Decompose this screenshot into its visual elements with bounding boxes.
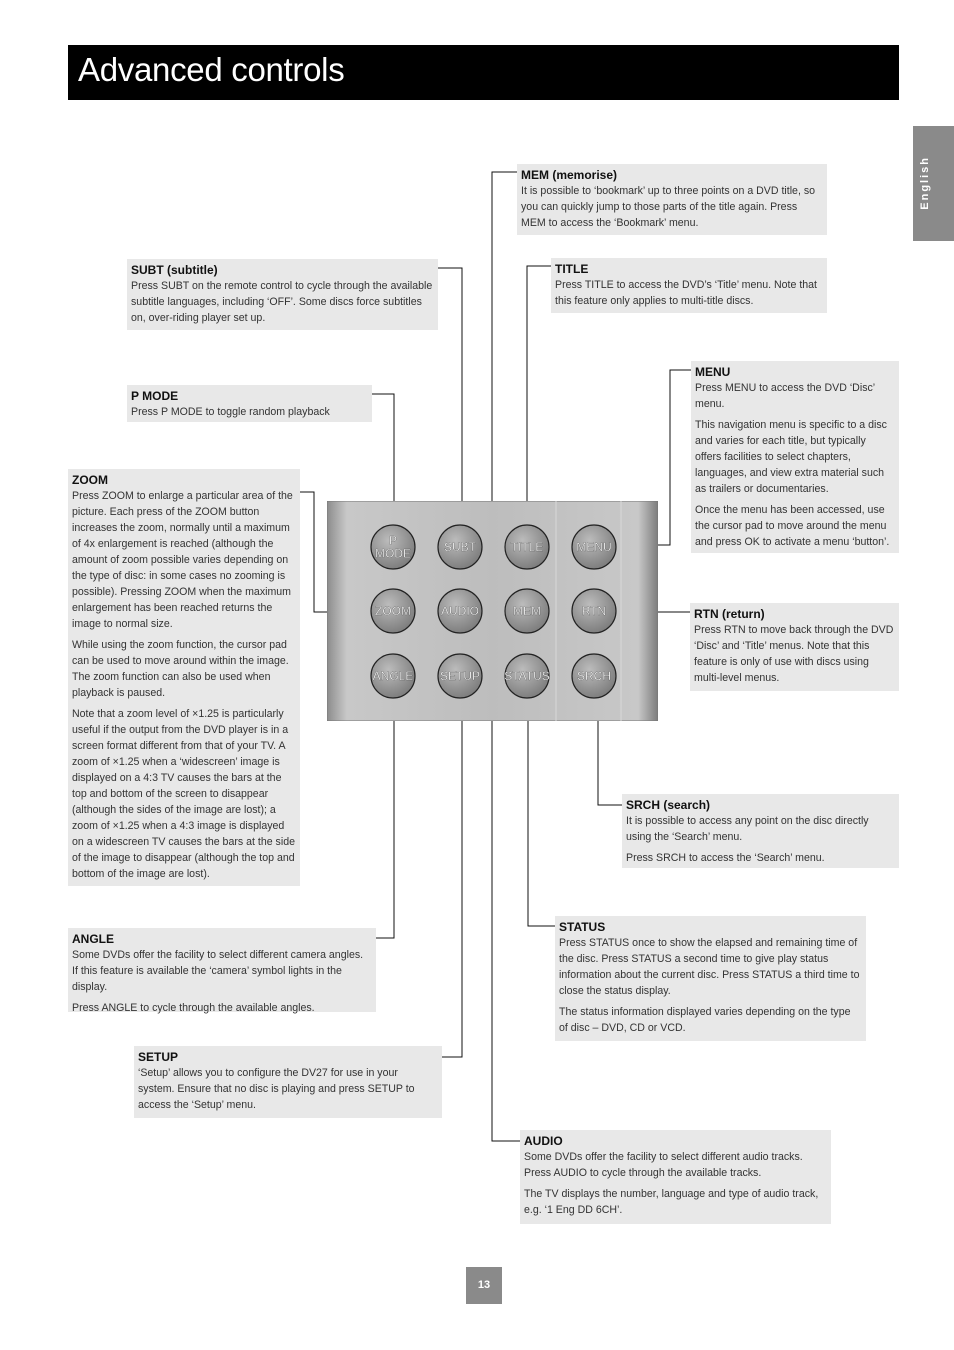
mem-button-label: MEM	[513, 604, 541, 618]
audio-section	[520, 1130, 831, 1224]
line-subt	[438, 268, 462, 530]
mem-heading: MEM (memorise)	[521, 168, 618, 182]
page-number: 13	[466, 1267, 502, 1304]
title-remote-button	[505, 525, 549, 569]
menu-paragraph: Once the menu has been accessed, use the cursor pad to move around the menu and press OK to activate a menu ‘button’.	[695, 504, 890, 548]
srch-section	[622, 794, 899, 868]
line-title	[527, 266, 551, 530]
setup-paragraph: ‘Setup’ allows you to configure the DV27 for use in your system. Ensure that no disc is playing and press SETUP to access the ‘Setup’ menu.	[138, 1067, 415, 1111]
pmode-button-label: MODE	[375, 546, 411, 561]
srch-paragraph: It is possible to access any point on the disc directly using the ‘Search’ menu.	[626, 815, 869, 843]
pmode-section	[127, 385, 372, 422]
audio-paragraph: The TV displays the number, language and type of audio track, e.g. ‘1 Eng DD 6CH’.	[524, 1188, 819, 1216]
srch-remote-button	[572, 654, 616, 698]
status-remote-button	[504, 654, 550, 698]
page-title: Advanced controls	[78, 51, 345, 88]
rtn-heading: RTN (return)	[694, 607, 765, 621]
pmode-button-label: P	[388, 533, 398, 548]
title-heading: TITLE	[555, 262, 589, 276]
menu-remote-button	[572, 525, 616, 569]
language-tab-label: English	[919, 156, 931, 210]
menu-section	[691, 361, 899, 553]
setup-section	[134, 1046, 442, 1118]
zoom-section	[68, 469, 300, 886]
status-heading: STATUS	[559, 920, 606, 934]
rtn-section	[690, 603, 899, 691]
audio-heading: AUDIO	[524, 1134, 563, 1148]
rtn-button-label: RTN	[581, 604, 607, 618]
subt-remote-button	[438, 525, 482, 569]
menu-paragraph: This navigation menu is specific to a disc and varies for each title, but typically offers facilities to select chapters, languages, and view extra material such as trailers or documentaries.	[695, 419, 887, 495]
title-paragraph: Press TITLE to access the DVD’s ‘Title’ menu. Note that this feature only applies to multi-title discs.	[555, 279, 818, 307]
remote-control-illustration	[327, 501, 658, 721]
status-paragraph: Press STATUS once to show the elapsed and remaining time of the disc. Press STATUS a second time to give play status information about the current disc. Press STATUS a third time to close the status display.	[559, 937, 860, 997]
rtn-remote-button	[572, 589, 616, 633]
srch-heading: SRCH (search)	[626, 798, 711, 812]
title-button-label: TITLE	[510, 540, 544, 554]
mem-paragraph: It is possible to ‘bookmark’ up to three points on a DVD title, so you can quickly jump to those parts of the title again. Press MEM to access the ‘Bookmark’ menu.	[521, 185, 816, 229]
angle-section	[68, 928, 376, 1012]
status-button-label: STATUS	[504, 669, 550, 683]
angle-heading: ANGLE	[72, 932, 114, 946]
subt-button-label: SUBT	[443, 540, 477, 554]
angle-remote-button	[371, 654, 415, 698]
menu-heading: MENU	[695, 365, 731, 379]
pmode-heading: P MODE	[131, 389, 179, 403]
zoom-paragraph: While using the zoom function, the cursor pad can be used to move around within the image. The zoom function can also be used when playback is paused.	[72, 639, 289, 699]
zoom-paragraph: Note that a zoom level of ×1.25 is particularly useful if the output from the DVD player is in a screen format different from that of your TV. A zoom of ×1.25 when a ‘widescreen’ image is displayed on a 4:3 TV causes the bars at the top and bottom of the screen to disappear (although the sides of the image are lost); a zoom of ×1.25 when a 4:3 image is displayed on a widescreen TV causes the bars at the side of the image to disappear (although the top and bottom of the image are lost).	[72, 708, 295, 880]
audio-paragraph: Some DVDs offer the facility to select different audio tracks. Press AUDIO to cycle through the available tracks.	[524, 1151, 803, 1179]
zoom-remote-button	[371, 589, 415, 633]
line-status	[528, 698, 555, 926]
setup-button-label: SETUP	[439, 669, 481, 683]
pmode-remote-button	[371, 525, 415, 569]
angle-paragraph: Press ANGLE to cycle through the available angles.	[72, 1002, 315, 1014]
subt-section	[127, 259, 438, 330]
line-angle	[376, 698, 394, 938]
status-section	[555, 916, 866, 1041]
menu-paragraph: Press MENU to access the DVD ‘Disc’ menu.	[695, 382, 875, 410]
status-paragraph: The status information displayed varies depending on the type of disc – DVD, CD or VCD.	[559, 1006, 851, 1034]
srch-button-label: SRCH	[576, 669, 612, 683]
title-section	[551, 258, 827, 313]
angle-button-label: ANGLE	[372, 669, 414, 683]
rtn-paragraph: Press RTN to move back through the DVD ‘Disc’ and ‘Title’ menus. Note that this feature is only of use with discs using multi-level menus.	[694, 624, 894, 684]
mem-section	[517, 164, 827, 235]
zoom-heading: ZOOM	[72, 473, 108, 487]
zoom-paragraph: Press ZOOM to enlarge a particular area of the picture. Each press of the ZOOM button increases the zoom, normally until a maximum of 4x enlargement is reached (although the amount of zoom possible varies depending on the type of disc: in some cases no zooming is possible). Pressing ZOOM when the maximum enlargement has been reached returns the image to normal size.	[72, 490, 293, 630]
audio-remote-button	[438, 589, 482, 633]
pmode-paragraph: Press P MODE to toggle random playback	[131, 406, 330, 418]
setup-remote-button	[438, 654, 482, 698]
line-setup	[442, 698, 462, 1057]
setup-heading: SETUP	[138, 1050, 179, 1064]
zoom-button-label: ZOOM	[375, 604, 411, 618]
srch-paragraph: Press SRCH to access the ‘Search’ menu.	[626, 852, 825, 864]
subt-heading: SUBT (subtitle)	[131, 263, 218, 277]
menu-button-label: MENU	[576, 540, 612, 554]
mem-remote-button	[505, 589, 549, 633]
angle-paragraph: Some DVDs offer the facility to select different camera angles. If this feature is available the ‘camera’ symbol lights in the display.	[72, 949, 364, 993]
audio-button-label: AUDIO	[440, 604, 480, 618]
subt-paragraph: Press SUBT on the remote control to cycle through the available subtitle languages, including ‘OFF’. Some discs force subtitles on, over-riding player set up.	[131, 280, 433, 324]
